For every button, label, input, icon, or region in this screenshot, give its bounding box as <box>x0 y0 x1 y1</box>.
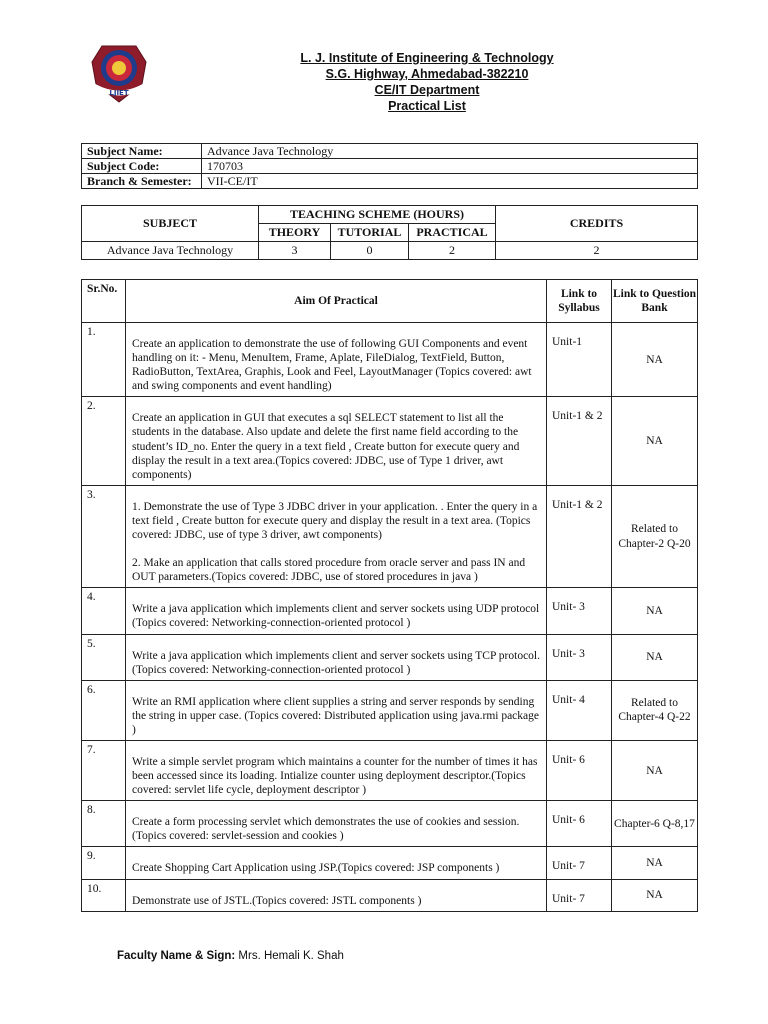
aim-cell <box>126 801 547 847</box>
syllabus-link-cell: Unit-1 <box>547 323 612 397</box>
scheme-credits-value: 2 <box>496 242 698 260</box>
aim-text: Write a simple servlet program which maintains a counter for the number of times it has been accessed since its loading. Intialize counter using deployment descriptor.(Topics covered: servlet life cycle, deployment descriptor ) <box>132 755 538 797</box>
sr-no-cell: 2. <box>82 397 126 485</box>
institute-address: S.G. Highway, Ahmedabad-382210 <box>325 67 529 81</box>
practical-row <box>82 680 698 740</box>
sr-no-cell: 1. <box>82 323 126 397</box>
sr-no-cell: 6. <box>82 680 126 740</box>
subject-code-value: 170703 <box>202 159 698 174</box>
scheme-practical-value: 2 <box>409 242 496 260</box>
aim-text: Write a java application which implements client and server sockets using TCP protocol. (Topics covered: Networking-connection-oriented protocol ) <box>132 649 541 676</box>
branch-semester-value: VII-CE/IT <box>202 174 698 189</box>
syllabus-link-cell: Unit- 6 <box>547 740 612 800</box>
aim-text: Create Shopping Cart Application using JSP.(Topics covered: JSP components ) <box>132 862 500 875</box>
practical-header: PRACTICAL <box>409 224 496 242</box>
sr-no-header: Sr.No. <box>82 280 126 323</box>
document-title: Practical List <box>388 99 466 113</box>
subject-info-table <box>81 143 698 189</box>
aim-cell <box>126 740 547 800</box>
sr-no-cell: 4. <box>82 588 126 634</box>
aim-cell <box>126 634 547 680</box>
aim-text: Write a java application which implements client and server sockets using UDP protocol (Topics covered: Networking-connection-oriented protocol ) <box>132 603 540 630</box>
subject-name-row <box>82 144 698 159</box>
aim-text: Demonstrate use of JSTL.(Topics covered: JSTL components ) <box>132 894 422 907</box>
scheme-theory-value: 3 <box>259 242 331 260</box>
svg-text:LJIET: LJIET <box>109 89 129 97</box>
syllabus-link-cell: Unit-1 & 2 <box>547 485 612 587</box>
aim-cell <box>126 879 547 911</box>
practical-header-row <box>82 280 698 323</box>
faculty-signature <box>117 950 344 962</box>
question-bank-cell: NA <box>612 634 698 680</box>
subject-code-row <box>82 159 698 174</box>
syllabus-link-cell: Unit- 7 <box>547 879 612 911</box>
sr-no-cell: 3. <box>82 485 126 587</box>
theory-header: THEORY <box>259 224 331 242</box>
practical-row <box>82 801 698 847</box>
syllabus-link-cell: Unit- 3 <box>547 634 612 680</box>
sr-no-cell: 5. <box>82 634 126 680</box>
question-bank-cell: NA <box>612 740 698 800</box>
document-header <box>200 50 654 114</box>
question-bank-cell: NA <box>612 588 698 634</box>
subject-name-label: Subject Name: <box>82 144 202 159</box>
scheme-subject-value: Advance Java Technology <box>82 242 259 260</box>
question-bank-cell: Related to Chapter-4 Q-22 <box>612 680 698 740</box>
aim-text: Write an RMI application where client supplies a string and server responds by sending the string in upper case. (Topics covered: Distributed application using java.rmi package ) <box>132 695 539 736</box>
subject-code-label: Subject Code: <box>82 159 202 174</box>
faculty-name: Mrs. Hemali K. Shah <box>238 950 344 962</box>
branch-semester-row <box>82 174 698 189</box>
practical-row <box>82 740 698 800</box>
practical-list-table <box>81 279 698 912</box>
syllabus-link-header: Link to Syllabus <box>547 280 612 323</box>
practical-row <box>82 634 698 680</box>
aim-text: Create an application in GUI that executes a sql SELECT statement to list all the students in the database. Also update and delete the first name field according to the student’s ID_no. Enter the query in a text field , Create button for execute query and display the result in a text area.(Topics covered: JDBC, use of Type 1 driver, awt components) <box>132 412 520 481</box>
question-bank-link-header: Link to Question Bank <box>612 280 698 323</box>
syllabus-link-cell: Unit- 7 <box>547 847 612 879</box>
question-bank-cell: Chapter-6 Q-8,17 <box>612 801 698 847</box>
faculty-label: Faculty Name & Sign: <box>117 950 236 962</box>
aim-text: 1. Demonstrate the use of Type 3 JDBC driver in your application. . Enter the query in a text field , Create button for execute query and display the result in a text area. (Topics covered: JDBC, use of type 3 driver, awt components) <box>132 500 538 542</box>
question-bank-cell: NA <box>612 397 698 485</box>
aim-header: Aim Of Practical <box>126 280 547 323</box>
question-bank-cell: Related to Chapter-2 Q-20 <box>612 485 698 587</box>
aim-cell <box>126 680 547 740</box>
aim-cell <box>126 397 547 485</box>
department-name: CE/IT Department <box>374 83 480 97</box>
teaching-scheme-table <box>81 205 698 260</box>
tutorial-header: TUTORIAL <box>331 224 409 242</box>
aim-cell <box>126 485 547 587</box>
practical-row <box>82 879 698 911</box>
practical-row <box>82 588 698 634</box>
aim-text: Create an application to demonstrate the use of following GUI Components and event handling on it: - Menu, MenuItem, Frame, Aplate, FileDialog, TextField, Button, RadioButton, TextArea, Graphis, Look and Feel, LayoutManager (Topics covered: awt and swing components and event handling) <box>132 338 532 393</box>
branch-semester-label: Branch & Semester: <box>82 174 202 189</box>
practical-row <box>82 485 698 587</box>
aim-cell <box>126 323 547 397</box>
syllabus-link-cell: Unit-1 & 2 <box>547 397 612 485</box>
institute-name: L. J. Institute of Engineering & Technology <box>300 51 554 65</box>
practical-row <box>82 323 698 397</box>
aim-cell <box>126 588 547 634</box>
subject-name-value: Advance Java Technology <box>202 144 698 159</box>
aim-cell <box>126 847 547 879</box>
syllabus-link-cell: Unit- 4 <box>547 680 612 740</box>
syllabus-link-cell: Unit- 3 <box>547 588 612 634</box>
question-bank-cell: NA <box>612 879 698 911</box>
sr-no-cell: 7. <box>82 740 126 800</box>
question-bank-cell: NA <box>612 847 698 879</box>
subject-header: SUBJECT <box>82 206 259 242</box>
aim-text: Create a form processing servlet which demonstrates the use of cookies and session.(Topics covered: servlet-session and cookies ) <box>132 816 520 843</box>
sr-no-cell: 9. <box>82 847 126 879</box>
practical-row <box>82 397 698 485</box>
institute-logo <box>86 40 152 106</box>
question-bank-cell: NA <box>612 323 698 397</box>
practical-row <box>82 847 698 879</box>
scheme-tutorial-value: 0 <box>331 242 409 260</box>
teaching-scheme-header: TEACHING SCHEME (HOURS) <box>259 206 496 224</box>
aim-text-secondary: 2. Make an application that calls stored procedure from oracle server and pass IN and OUT parameters.(Topics covered: JDBC, use of stored procedures in java ) <box>132 557 526 584</box>
sr-no-cell: 8. <box>82 801 126 847</box>
sr-no-cell: 10. <box>82 879 126 911</box>
credits-header: CREDITS <box>496 206 698 242</box>
syllabus-link-cell: Unit- 6 <box>547 801 612 847</box>
